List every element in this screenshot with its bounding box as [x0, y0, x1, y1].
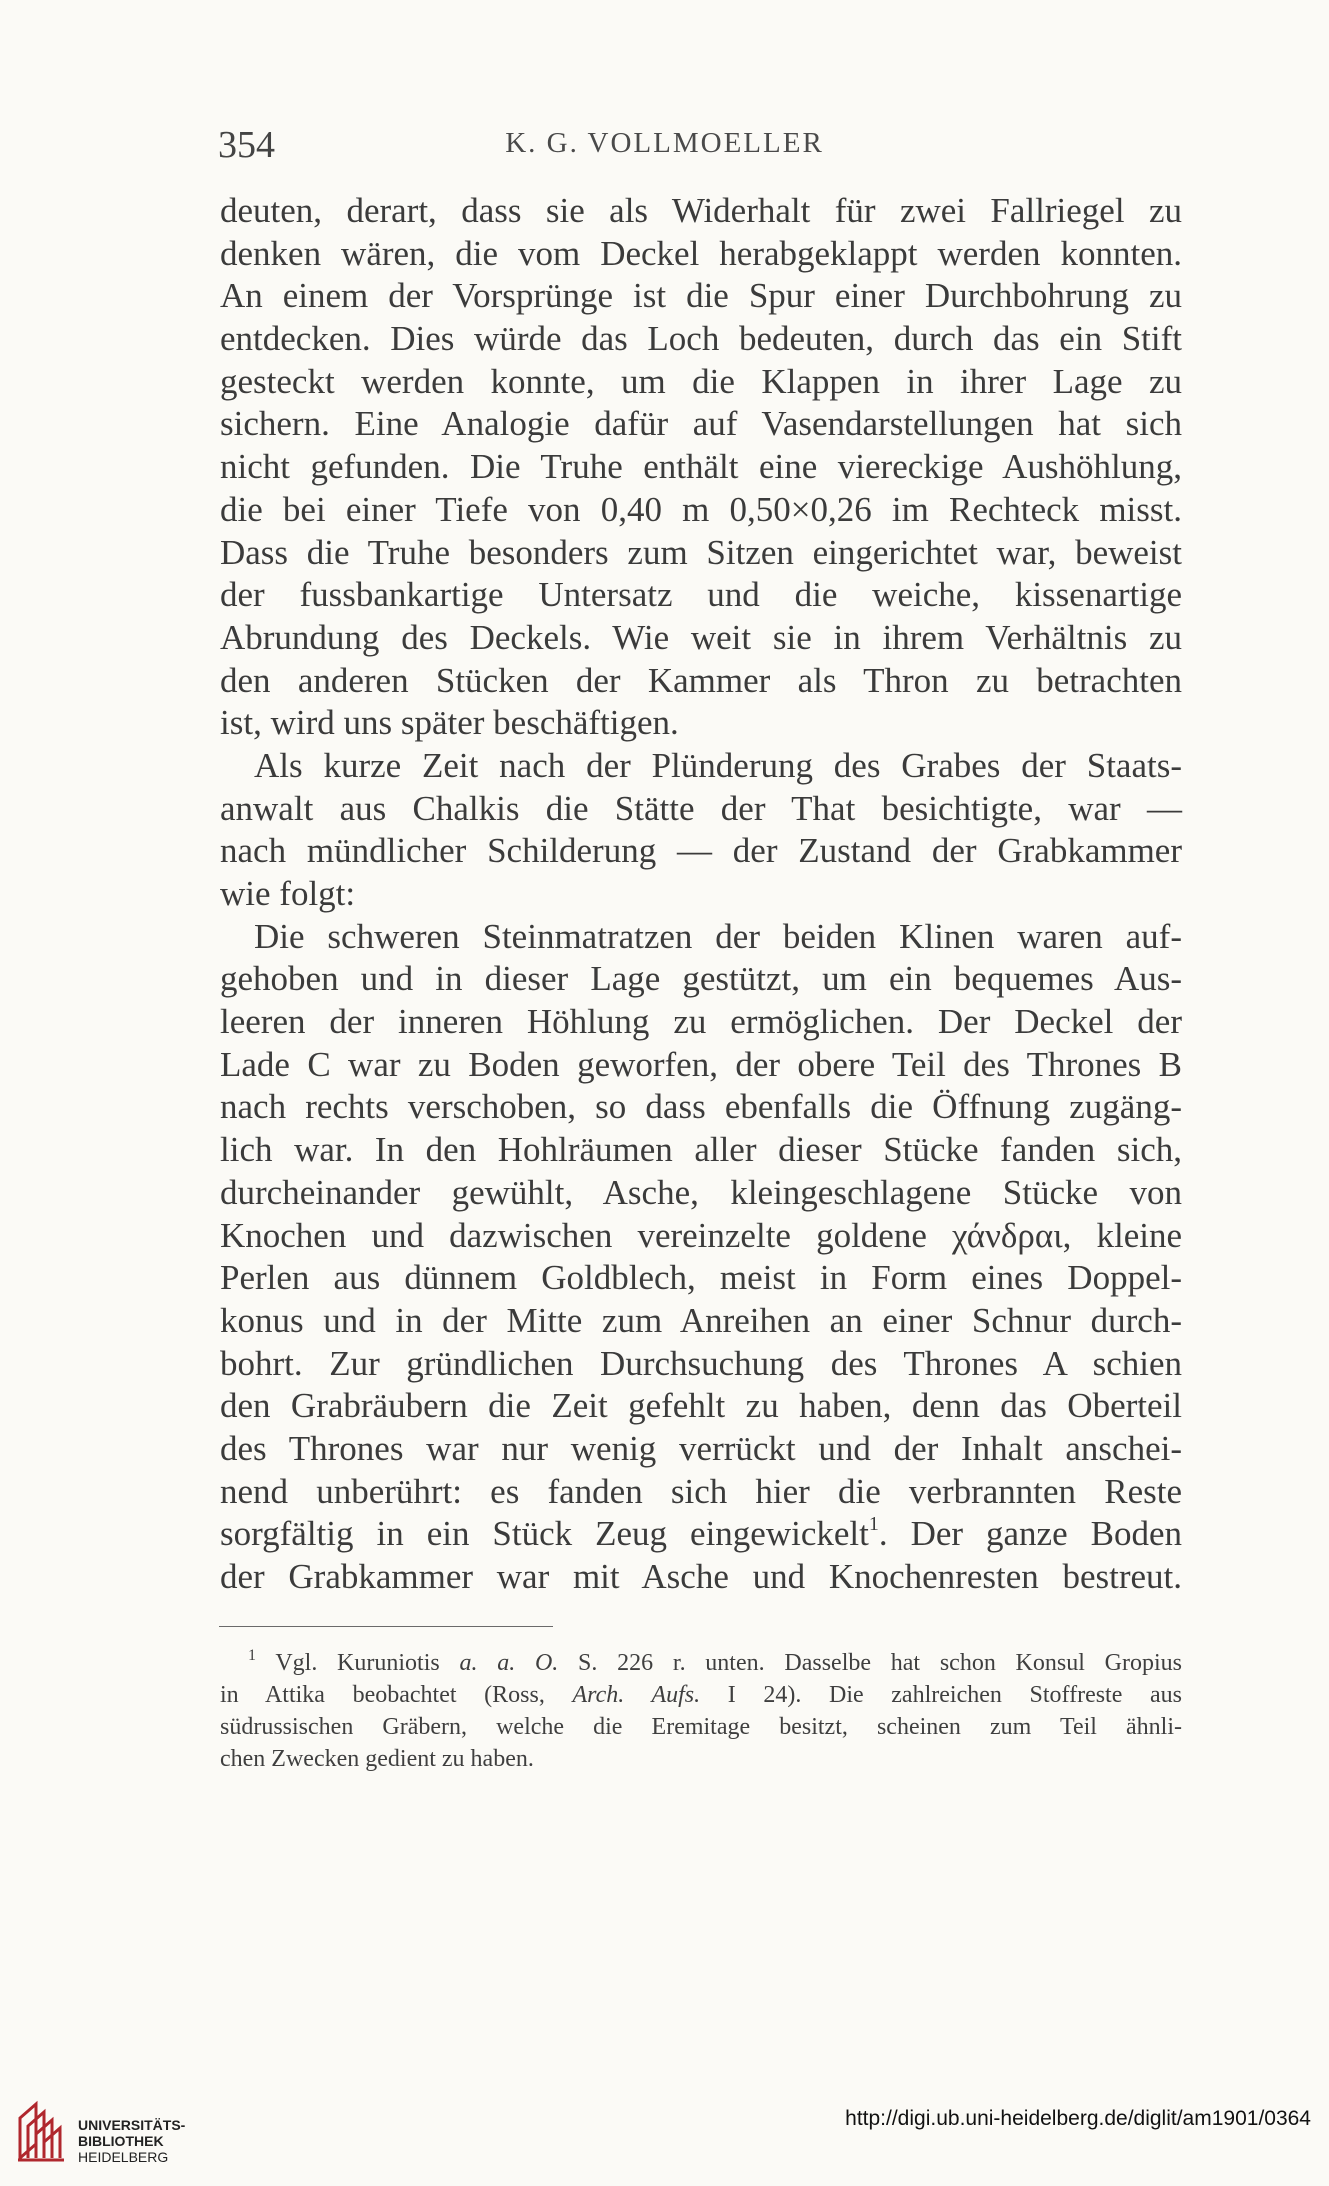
text-line: Abrundung des Deckels. Wie weit sie in ihrem Verhältnis zu: [220, 617, 1182, 657]
text-line: leeren der inneren Höhlung zu ermöglichen. Der Deckel der: [220, 1002, 1182, 1042]
footnote-line: [220, 1679, 1182, 1711]
library-name-line: UNIVERSITÄTS-: [78, 2117, 186, 2133]
footnote-italic: Arch. Aufs.: [572, 1682, 701, 1708]
footnote-text: in Attika beobachtet (Ross,: [220, 1682, 573, 1708]
footnote-italic: a. a. O.: [459, 1650, 559, 1676]
library-name-line: BIBLIOTHEK: [78, 2133, 164, 2149]
text-line: denken wären, die vom Deckel herabgeklappt werden konnten.: [220, 233, 1182, 273]
body-text: [220, 190, 1182, 1599]
text-segment: sorgfältig in ein Stück Zeug eingewickelt: [220, 1514, 869, 1554]
text-line: ist, wird uns später beschäftigen.: [220, 703, 679, 743]
footnote-marker: 1: [248, 1647, 256, 1664]
text-line: nend unberührt: es fanden sich hier die verbrannten Reste: [220, 1471, 1182, 1511]
text-line: bohrt. Zur gründlichen Durchsuchung des Thrones A schien: [220, 1343, 1182, 1383]
footnote-line: chen Zwecken gedient zu haben.: [220, 1746, 534, 1772]
text-line: gesteckt werden konnte, um die Klappen in ihrer Lage zu: [220, 361, 1182, 401]
footnote-text: Vgl. Kuruniotis: [275, 1650, 460, 1676]
footnote-line: südrussischen Gräbern, welche die Eremitage besitzt, scheinen zum Teil ähnli-: [220, 1714, 1182, 1740]
text-line: An einem der Vorsprünge ist die Spur einer Durchbohrung zu: [220, 276, 1182, 316]
text-line: Perlen aus dünnem Goldblech, meist in Form eines Doppel-: [220, 1258, 1182, 1298]
footnote-divider: [219, 1626, 553, 1627]
text-line: lich war. In den Hohlräumen aller dieser Stücke fanden sich,: [220, 1130, 1182, 1170]
footnote-line: [220, 1647, 1182, 1679]
text-line: nach rechts verschoben, so dass ebenfalls die Öffnung zugäng-: [220, 1087, 1182, 1127]
text-line: die bei einer Tiefe von 0,40 m 0,50×0,26 im Rechteck misst.: [220, 489, 1182, 529]
footnote-reference[interactable]: 1: [868, 1513, 879, 1536]
text-line: deuten, derart, dass sie als Widerhalt für zwei Fallriegel zu: [220, 191, 1182, 230]
text-line: den Grabräubern die Zeit gefehlt zu haben, denn das Oberteil: [220, 1386, 1182, 1426]
text-line: der Grabkammer war mit Asche und Knochenresten bestreut.: [220, 1557, 1182, 1596]
permalink-url[interactable]: http://digi.ub.uni-heidelberg.de/diglit/am1901/0364: [845, 2107, 1311, 2130]
text-line: Dass die Truhe besonders zum Sitzen eingerichtet war, beweist: [220, 532, 1182, 572]
text-line: den anderen Stücken der Kammer als Thron zu betrachten: [220, 660, 1182, 700]
text-line: anwalt aus Chalkis die Stätte der That besichtigte, war —: [220, 788, 1182, 828]
text-line: gehoben und in dieser Lage gestützt, um ein bequemes Aus-: [220, 959, 1182, 999]
text-line: Als kurze Zeit nach der Plünderung des Grabes der Staats-: [254, 745, 1182, 785]
text-line: durcheinander gewühlt, Asche, kleingeschlagene Stücke von: [220, 1172, 1182, 1212]
text-line: entdecken. Dies würde das Loch bedeuten, durch das ein Stift: [220, 319, 1182, 359]
text-line: sichern. Eine Analogie dafür auf Vasendarstellungen hat sich: [220, 404, 1182, 444]
library-name: [78, 2117, 185, 2165]
text-segment: . Der ganze Boden: [878, 1514, 1182, 1554]
text-line: des Thrones war nur wenig verrückt und der Inhalt anschei-: [220, 1428, 1182, 1468]
text-line: konus und in der Mitte zum Anreihen an einer Schnur durch-: [220, 1300, 1182, 1340]
footnote-text: S. 226 r. unten. Dasselbe hat schon Konsul Gropius: [558, 1650, 1182, 1676]
library-footer: [0, 2090, 1329, 2186]
text-line: wie folgt:: [220, 874, 356, 913]
library-name-line: HEIDELBERG: [78, 2149, 169, 2165]
page-number: 354: [218, 124, 275, 166]
running-head: K. G. VOLLMOELLER: [505, 127, 824, 159]
text-line: Knochen und dazwischen vereinzelte goldene χάνδραι, kleine: [220, 1215, 1182, 1255]
text-line-with-footnote: [220, 1513, 1182, 1556]
footnote-text: I 24). Die zahlreichen Stoffreste aus: [700, 1682, 1182, 1708]
footnote: [220, 1647, 1182, 1775]
text-line: der fussbankartige Untersatz und die weiche, kissenartige: [220, 575, 1182, 615]
text-line: nicht gefunden. Die Truhe enthält eine viereckige Aushöhlung,: [220, 447, 1182, 487]
text-line: Lade C war zu Boden geworfen, der obere Teil des Thrones B: [220, 1044, 1182, 1084]
library-logo-icon: [14, 2096, 70, 2166]
text-line: nach mündlicher Schilderung — der Zustand der Grabkammer: [220, 831, 1182, 871]
text-line: Die schweren Steinmatratzen der beiden Klinen waren auf-: [254, 916, 1182, 956]
